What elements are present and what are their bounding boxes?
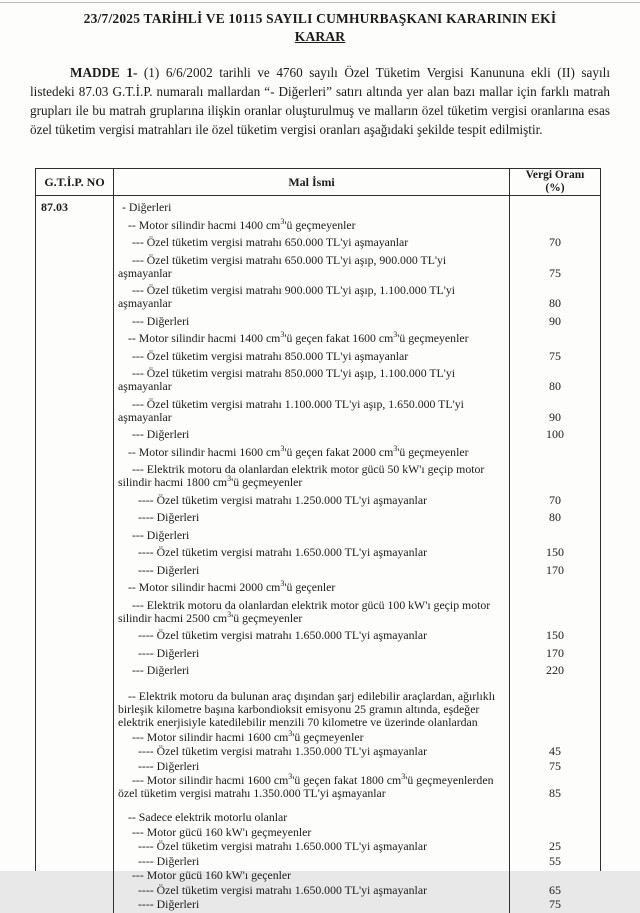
mal-ismi-cell: -- Sadece elektrik motorlu olanlar — [128, 810, 288, 824]
mal-ismi-cell: ---- Özel tüketim vergisi matrahı 1.650.000 TL'yi aşmayanlar — [138, 545, 427, 559]
table-row — [114, 254, 600, 280]
vergi-orani-cell: 90 — [549, 409, 561, 424]
mal-ismi-cell: --- Diğerleri — [132, 313, 190, 328]
mal-ismi-cell: --- Özel tüketim vergisi matrahı 650.000 TL'yi aşmayanlar — [132, 235, 409, 249]
vergi-orani-cell: 70 — [549, 492, 561, 507]
table-row — [114, 599, 600, 625]
mal-ismi-cell: --- Özel tüketim vergisi matrahı 850.000 TL'yi aşmayanlar — [132, 348, 409, 363]
mal-ismi-cell: --- Diğerleri — [132, 663, 190, 677]
table-row — [114, 546, 600, 559]
vergi-orani-cell: 75 — [549, 897, 561, 911]
mal-ismi-cell: -- Elektrik motoru da bulunan araç dışından şarj edilebilir araçlardan, ağırlıklı birleşik kilometre başına karbondioksit emisyonu 25 gramın altında, eşdeğer elektrik enerjisiyle katedilebilir menzili 70 kilometre ve üzerinde olanlardan — [118, 689, 496, 729]
table-row — [114, 564, 600, 577]
vergi-orani-cell — [510, 463, 600, 489]
table-row — [114, 494, 600, 507]
mal-ismi-cell: -- Motor silindir hacmi 1400 $cm^3'ü$ geçmeyenler — [128, 216, 356, 232]
header-vergi-orani — [509, 169, 600, 195]
vergi-orani-cell: 70 — [549, 235, 561, 249]
table-row — [114, 745, 600, 758]
mal-ismi-cell: ---- Diğerleri — [138, 645, 200, 660]
mal-ismi-cell: ---- Diğerleri — [138, 853, 200, 868]
vergi-orani-cell — [510, 529, 600, 542]
table-header-row — [36, 169, 600, 196]
vergi-orani-cell: 80 — [549, 296, 561, 310]
vergi-orani-cell: 170 — [546, 562, 564, 577]
vergi-orani-cell: 85 — [549, 786, 561, 800]
table-row — [114, 690, 600, 729]
vergi-orani-cell: 25 — [549, 839, 561, 853]
table-row — [114, 315, 600, 328]
table-row — [114, 664, 600, 677]
header-vergi-line1: Vergi Oranı — [525, 169, 585, 181]
table-row — [114, 332, 600, 345]
vergi-orani-cell — [510, 201, 600, 214]
vergi-orani-cell: 100 — [546, 427, 564, 441]
table-row — [114, 647, 600, 660]
vergi-orani-cell: 75 — [549, 265, 561, 280]
table-row — [114, 216, 600, 232]
mal-ismi-cell: --- Özel tüketim vergisi matrahı 850.000 TL'yi aşıp, 1.100.000 TL'yi aşmayanlar — [118, 366, 456, 393]
table-row — [114, 869, 600, 882]
vergi-orani-cell — [510, 826, 600, 839]
table-row — [114, 511, 600, 524]
table-row — [114, 398, 600, 424]
gtip-value-cell: 87.03 — [36, 196, 114, 913]
mal-ismi-cell: ---- Diğerleri — [138, 510, 200, 524]
mal-ismi-cell: --- Özel tüketim vergisi matrahı 1.100.000 TL'yi aşıp, 1.650.000 TL'yi aşmayanlar — [118, 396, 464, 424]
vergi-orani-cell: 65 — [549, 882, 561, 897]
vergi-orani-cell: 150 — [546, 545, 564, 559]
table-row — [114, 760, 600, 773]
mal-ismi-cell: --- Diğerleri — [132, 427, 190, 441]
table-row — [114, 629, 600, 642]
mal-ismi-cell: --- Elektrik motoru da olanlardan elektrik motor gücü 100 kW'ı geçip motor silindir hacmi 2500 $cm^3'ü$ geçmeyenler — [118, 597, 491, 625]
vergi-orani-cell — [510, 599, 600, 625]
table-row — [114, 855, 600, 868]
mal-ismi-cell: ---- Özel tüketim vergisi matrahı 1.650.000 TL'yi aşmayanlar — [138, 882, 427, 897]
title-line-2: KARAR — [294, 29, 346, 44]
vergi-orani-cell — [510, 811, 600, 824]
mal-ismi-cell: ---- Özel tüketim vergisi matrahı 1.350.000 TL'yi aşmayanlar — [138, 744, 427, 758]
table-row — [114, 728, 600, 744]
header-gtip-no: G.T.İ.P. NO — [36, 169, 114, 195]
article-paragraph — [30, 63, 610, 139]
table-row — [114, 774, 600, 800]
mal-ismi-cell: --- Diğerleri — [132, 527, 190, 542]
table-row — [114, 840, 600, 853]
title-line-1: 23/7/2025 TARİHLİ VE 10115 SAYILI CUMHURBAŞKANI KARARININ EKİ — [83, 11, 557, 26]
mal-ismi-cell: --- Özel tüketim vergisi matrahı 900.000 TL'yi aşıp, 1.100.000 TL'yi aşmayanlar — [118, 283, 456, 310]
header-mal-ismi: Mal İsmi — [288, 174, 335, 189]
article-lead: MADDE 1- — [70, 65, 138, 80]
vergi-orani-cell: 45 — [549, 744, 561, 758]
mal-ismi-cell: --- Elektrik motoru da olanlardan elektrik motor gücü 50 kW'ı geçip motor silindir hacmi 1800 $cm^3'ü$ geçmeyenler — [118, 462, 485, 489]
vergi-orani-cell: 55 — [549, 853, 561, 868]
table-row — [114, 201, 600, 214]
vergi-orani-cell — [510, 690, 600, 729]
table-row — [114, 350, 600, 363]
mal-ismi-cell: -- Motor silindir hacmi 1400 $cm^3'ü$ geçen fakat 1600 $cm^3'ü$ geçmeyenler — [128, 330, 469, 345]
mal-ismi-cell: ---- Özel tüketim vergisi matrahı 1.650.000 TL'yi aşmayanlar — [138, 628, 427, 642]
table-row — [114, 581, 600, 594]
mal-ismi-cell: -- Motor silindir hacmi 2000 $cm^3'ü$ geçenler — [128, 579, 336, 594]
vergi-orani-cell — [510, 869, 600, 882]
table-row — [114, 463, 600, 489]
vergi-orani-cell: 75 — [549, 758, 561, 773]
table-row — [114, 284, 600, 310]
mal-ismi-cell: --- Motor silindir hacmi 1600 $cm^3'ü$ geçen fakat 1800 $cm^3'ü$ geçmeyenlerden özel tüketim vergisi matrahı 1.350.000 TL'yi aşmayanlar — [118, 772, 494, 800]
article-body-text: (1) 6/6/2002 tarihli ve 4760 sayılı Özel Tüketim Vergisi Kanununa ekli (II) sayılı listedeki 87.03 G.T.İ.P. numaralı mallardan “- Diğerleri” satırı altında yer alan bazı mallar için farklı matrah grupları ile bu matrah gruplarına ilişkin oranlar oluşturulmuş ve malların özel tüketim vergisi oranlarına esas özel tüketim vergisi matrahları ile özel tüketim vergisi oranları aşağıdaki şekilde tespit edilmiştir. — [30, 65, 610, 137]
vergi-orani-cell — [510, 581, 600, 594]
mal-ismi-cell: ---- Diğerleri — [138, 897, 200, 911]
vergi-orani-cell — [510, 731, 600, 744]
mal-ismi-cell: --- Özel tüketim vergisi matrahı 650.000 TL'yi aşıp, 900.000 TL'yi aşmayanlar — [118, 252, 447, 280]
vergi-orani-cell: 80 — [549, 379, 561, 393]
vergi-orani-cell: 75 — [549, 348, 561, 363]
scan-artifact-line — [0, 2, 640, 3]
mal-ismi-cell: ---- Özel tüketim vergisi matrahı 1.650.000 TL'yi aşmayanlar — [138, 839, 427, 853]
vergi-orani-cell: 220 — [546, 663, 564, 677]
mal-ismi-cell: - Diğerleri — [122, 200, 172, 214]
table-body-rows — [114, 196, 600, 913]
mal-ismi-cell: -- Motor silindir hacmi 1600 $cm^3'ü$ geçen fakat 2000 $cm^3'ü$ geçmeyenler — [128, 443, 469, 459]
mal-ismi-cell: --- Motor gücü 160 kW'ı geçmeyenler — [132, 824, 312, 839]
mal-ismi-cell: ---- Özel tüketim vergisi matrahı 1.250.000 TL'yi aşmayanlar — [138, 492, 427, 507]
document-title — [0, 0, 640, 45]
table-row — [114, 529, 600, 542]
tax-rate-table — [35, 168, 601, 911]
vergi-orani-cell — [510, 446, 600, 459]
vergi-orani-cell: 150 — [546, 628, 564, 642]
mal-ismi-cell: ---- Diğerleri — [138, 562, 200, 577]
table-row — [114, 811, 600, 824]
table-row — [114, 236, 600, 249]
mal-ismi-cell: --- Motor silindir hacmi 1600 $cm^3'ü$ geçmeyenler — [132, 728, 364, 744]
table-row — [114, 826, 600, 839]
mal-ismi-cell: --- Motor gücü 160 kW'ı geçenler — [132, 868, 292, 882]
vergi-orani-cell: 90 — [549, 313, 561, 328]
mal-ismi-cell: ---- Diğerleri — [138, 758, 200, 773]
vergi-orani-cell — [510, 332, 600, 345]
vergi-orani-cell — [510, 219, 600, 232]
vergi-orani-cell: 80 — [549, 510, 561, 524]
table-row — [114, 884, 600, 897]
vergi-orani-cell: 170 — [546, 645, 564, 660]
table-row — [114, 428, 600, 441]
table-row — [114, 898, 600, 911]
header-vergi-line2: (%) — [545, 182, 565, 194]
table-row — [114, 443, 600, 459]
table-row — [114, 367, 600, 393]
table-body — [36, 196, 600, 913]
